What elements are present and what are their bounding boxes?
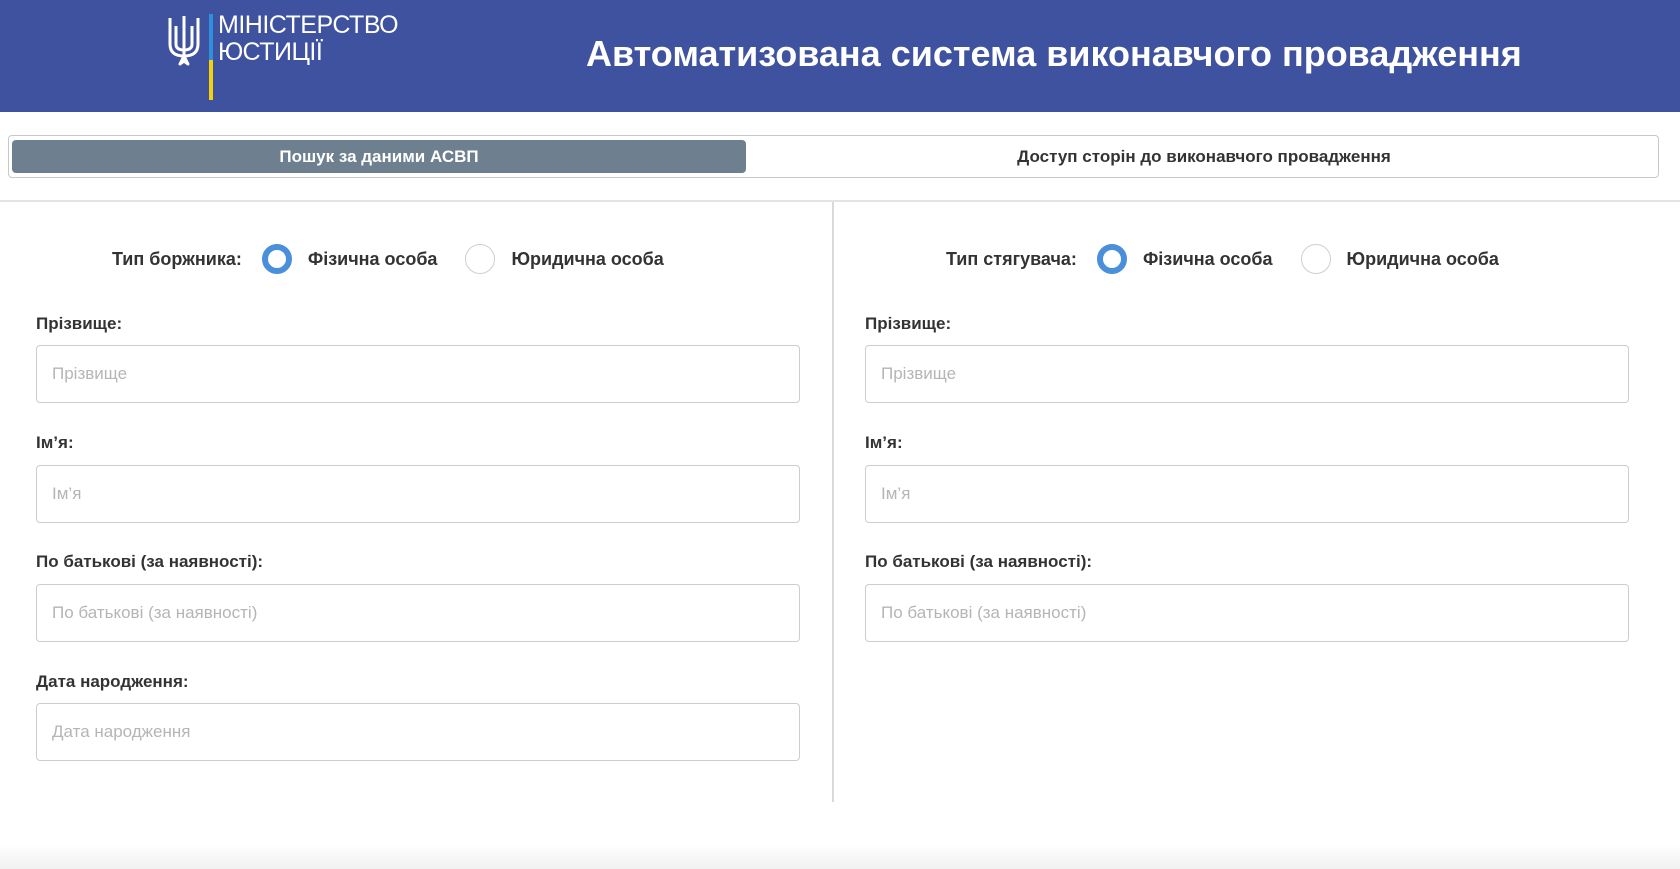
creditor-individual-label[interactable]: Фізична особа xyxy=(1142,248,1273,269)
debtor-type-selector xyxy=(112,242,692,276)
debtor-birthdate-label: Дата народження: xyxy=(36,672,189,691)
creditor-legal-radio[interactable] xyxy=(1301,244,1331,274)
page-title: Автоматизована система виконавчого провадження xyxy=(586,33,1522,74)
debtor-type-label: Тип боржника: xyxy=(112,248,242,269)
logo-text xyxy=(218,12,398,66)
debtor-patronymic-label: По батькові (за наявності): xyxy=(36,552,264,571)
debtor-individual-radio[interactable] xyxy=(262,244,292,274)
debtor-name-input[interactable] xyxy=(36,465,800,523)
creditor-individual-radio[interactable] xyxy=(1097,244,1127,274)
debtor-surname-input[interactable] xyxy=(36,345,800,403)
creditor-type-label: Тип стягувача: xyxy=(946,248,1077,269)
debtor-individual-label[interactable]: Фізична особа xyxy=(307,248,438,269)
creditor-patronymic-input[interactable] xyxy=(865,584,1629,642)
creditor-legal-label[interactable]: Юридична особа xyxy=(1346,248,1499,269)
debtor-legal-radio[interactable] xyxy=(465,244,495,274)
creditor-surname-label: Прізвище: xyxy=(865,314,952,333)
creditor-surname-input[interactable] xyxy=(865,345,1629,403)
debtor-name-label: Ім’я: xyxy=(36,433,74,452)
tab-bar xyxy=(8,135,1659,178)
flag-yellow-bar xyxy=(209,60,213,100)
flag-blue-bar xyxy=(209,14,213,60)
logo-line-1: МІНІСТЕРСТВО xyxy=(218,11,399,39)
horizontal-divider xyxy=(0,200,1680,202)
ministry-logo[interactable] xyxy=(166,12,406,92)
debtor-legal-label[interactable]: Юридична особа xyxy=(511,248,664,269)
creditor-type-selector xyxy=(946,242,1527,276)
creditor-name-input[interactable] xyxy=(865,465,1629,523)
tab-party-access[interactable]: Доступ сторін до виконавчого провадження xyxy=(1017,146,1391,166)
debtor-birthdate-input[interactable] xyxy=(36,703,800,761)
tab-asvp-search[interactable]: Пошук за даними АСВП xyxy=(12,140,746,173)
header xyxy=(0,0,1680,112)
bottom-shadow xyxy=(0,845,1680,869)
column-divider xyxy=(832,202,834,802)
debtor-surname-label: Прізвище: xyxy=(36,314,123,333)
logo-line-2: ЮСТИЦІЇ xyxy=(218,38,323,66)
creditor-patronymic-label: По батькові (за наявності): xyxy=(865,552,1093,571)
debtor-patronymic-input[interactable] xyxy=(36,584,800,642)
creditor-name-label: Ім’я: xyxy=(865,433,903,452)
trident-icon xyxy=(166,14,202,68)
